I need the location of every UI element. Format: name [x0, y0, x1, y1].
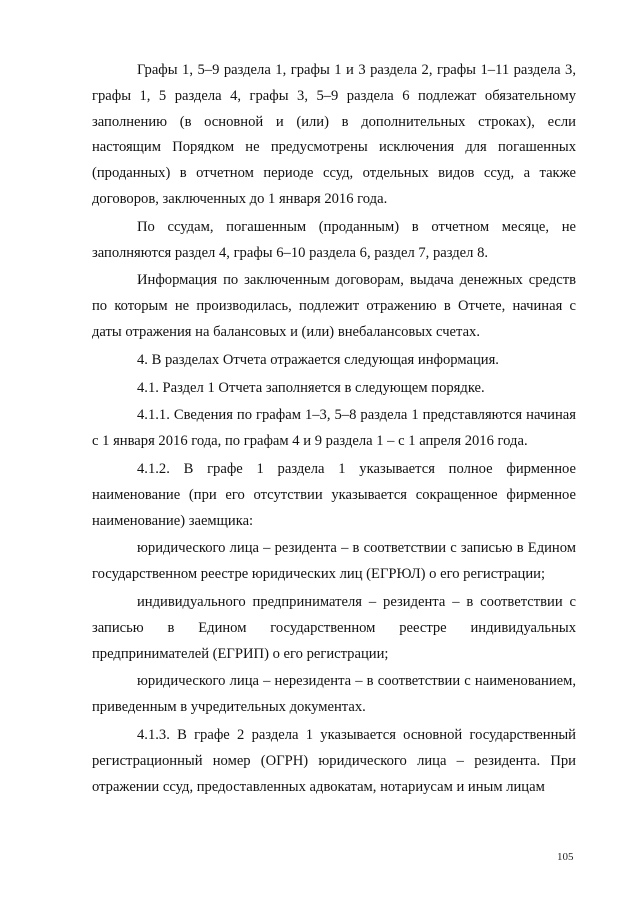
- paragraph-filling-requirements: Графы 1, 5–9 раздела 1, графы 1 и 3 раздела 2, графы 1–11 раздела 3, графы 1, 5 раздела 4, графы 3, 5–9 раздела 6 подлежат обязательному заполнению (в основной и (или) в дополнительных строках), если настоящим Порядком не предусмотрены исключения для погашенных (проданных) в отчетном периоде ссуд, отдельных видов ссуд, а также договоров, заключенных до 1 января 2016 года.: [92, 62, 576, 207]
- paragraph-section-4: 4. В разделах Отчета отражается следующая информация.: [137, 351, 499, 368]
- paragraph-concluded-contracts: Информация по заключенным договорам, выдача денежных средств по которым не производилась, подлежит отражению в Отчете, начиная с даты отражения на балансовых и (или) внебалансовых счетах.: [92, 272, 576, 340]
- paragraph-section-4-1-3: 4.1.3. В графе 2 раздела 1 указывается основной государственный регистрационный номер (ОГРН) юридического лица – резидента. При отражении ссуд, предоставленных адвокатам, нотариусам и иным лицам: [92, 726, 576, 795]
- page-number: 105: [557, 851, 574, 863]
- document-body: [92, 58, 576, 800]
- paragraph-section-4-1: 4.1. Раздел 1 Отчета заполняется в следующем порядке.: [137, 379, 485, 396]
- paragraph-legal-entity-nonresident: юридического лица – нерезидента – в соответствии с наименованием, приведенным в учредительных документах.: [92, 673, 576, 716]
- paragraph-section-4-1-1: 4.1.1. Сведения по графам 1–3, 5–8 раздела 1 представляются начиная с 1 января 2016 года, по графам 4 и 9 раздела 1 – с 1 апреля 2016 года.: [92, 407, 576, 450]
- paragraph-section-4-1-2: 4.1.2. В графе 1 раздела 1 указывается полное фирменное наименование (при его отсутствии указывается сокращенное фирменное наименование) заемщика:: [92, 460, 576, 529]
- paragraph-repaid-loans: По ссудам, погашенным (проданным) в отчетном месяце, не заполняются раздел 4, графы 6–10 раздела 6, раздел 7, раздел 8.: [92, 218, 576, 261]
- paragraph-individual-entrepreneur: индивидуального предпринимателя – резидента – в соответствии с записью в Едином государственном реестре индивидуальных предпринимателей (ЕГРИП) о его регистрации;: [92, 593, 576, 662]
- paragraph-legal-entity-resident: юридического лица – резидента – в соответствии с записью в Едином государственном реестре юридических лиц (ЕГРЮЛ) о его регистрации;: [92, 540, 576, 583]
